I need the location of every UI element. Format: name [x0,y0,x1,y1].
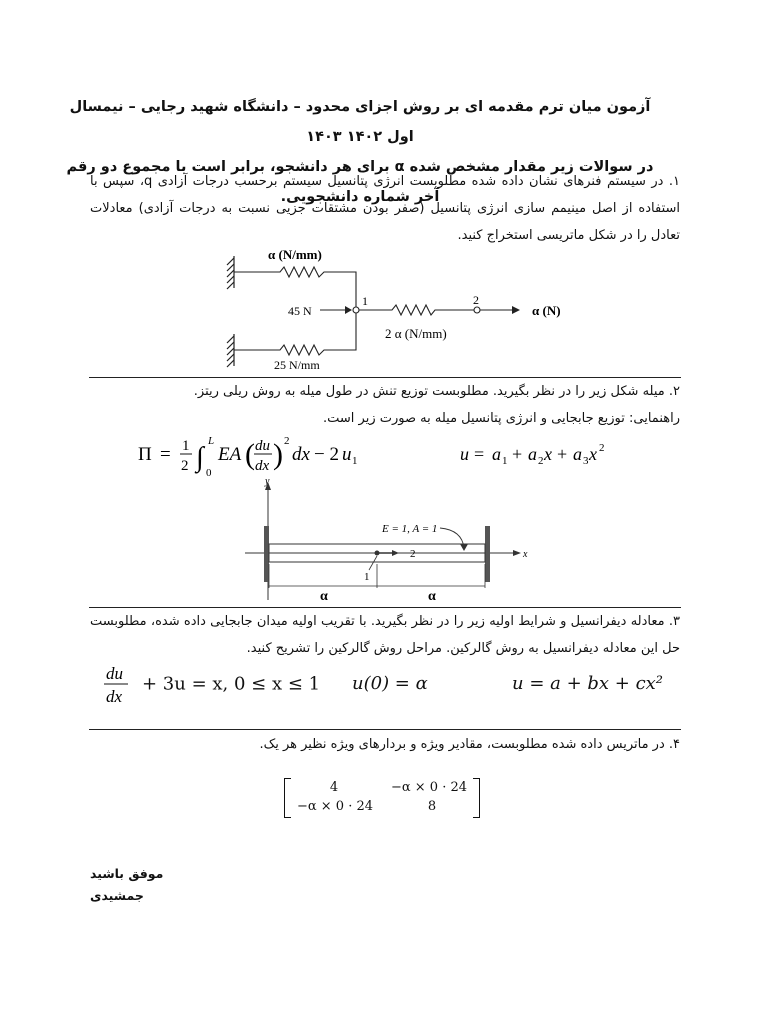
trial-function: u = a + bx + cx² [512,673,664,694]
svg-text:− 2: − 2 [314,444,339,465]
matrix-cell-11: 4 [329,780,339,795]
node-1-marker [353,307,359,313]
bar-diagram [240,476,540,604]
svg-text:=: = [160,444,171,465]
svg-text:0: 0 [206,467,212,479]
equation-u [460,438,620,468]
svg-text:1: 1 [502,455,508,467]
spring-middle [359,305,474,315]
matrix [284,778,480,818]
node-2-marker [474,307,480,313]
svg-text:u: u [342,444,352,465]
spring-system-diagram [222,244,582,374]
svg-text:dx: dx [255,458,270,474]
svg-text:+: + [557,444,568,464]
force-alpha-label: α (N) [532,303,561,318]
svg-text:dx: dx [106,687,123,706]
svg-text:L: L [208,435,215,447]
left-wall [264,526,269,582]
svg-text:x: x [544,444,552,464]
svg-text:1: 1 [352,455,358,467]
svg-text:2: 2 [284,435,290,447]
force-45-label: 45 N [288,304,312,318]
matrix-cell-12: −α × 0 · 24 [390,780,468,795]
exam-subtitle: در سوالات زیر مقدار مشخص شده α برای هر دانشجو، برابر است با مجموع دو رقم آخر شماره دانشجویی. [66,159,654,205]
closing-wish: موفق باشید [90,866,164,881]
right-wall [485,526,490,582]
svg-text:=: = [474,444,485,464]
matrix-cell-21: −α × 0 · 24 [296,799,374,814]
spring-bottom-label: 25 N/mm [274,358,320,372]
instructor-name: جمشیدی [90,888,144,903]
displacement-equation [460,438,620,472]
svg-text:2: 2 [599,442,605,454]
wall-top [227,256,234,289]
bar-node-1-label: 1 [364,571,370,583]
question-2-text [90,378,680,432]
svg-text:(: ( [245,438,255,471]
material-label: E = 1, A = 1 [382,523,438,535]
question-1-text: ۱. در سیستم فنرهای نشان داده شده مطلوبست انرژی پتانسیل سیستم برحسب درجات آزادی q، سپس با استفاده از اصل مینیمم سازی انرژی پتانسیل (صفر بودن مشتقات جزیی نسبت به درجات آزادی) معادلات تعادل را در شکل ماتریسی استخراج کنید. [90,174,680,243]
svg-text:2: 2 [538,455,544,467]
svg-text:3: 3 [583,455,589,467]
svg-text:2: 2 [181,458,189,474]
matrix-cell-22: 8 [427,799,437,814]
question-2-line1: ۲. میله شکل زیر را در نظر بگیرید. مطلوبست توزیع تنش در طول میله به روش ریلی ریتز. [193,384,680,399]
svg-text:du: du [106,664,123,683]
svg-text:du: du [255,438,270,454]
svg-text:): ) [273,438,283,471]
differential-equation [102,662,320,706]
differential-equation-rest: + 3u = x, 0 ≤ x ≤ 1 [142,673,321,695]
svg-text:x: x [589,444,597,464]
node-2-label: 2 [473,293,479,307]
svg-text:u: u [460,444,469,464]
spring-top-label: α (N/mm) [268,247,322,262]
y-axis-label: y [265,476,270,487]
spring-middle-label: 2 α (N/mm) [385,326,447,341]
question-3-text: ۳. معادله دیفرانسیل و شرایط اولیه زیر را در نظر بگیرید. با تقریب اولیه میدان جابجایی داده شده، مطلوبست حل این معادله دیفرانسیل به روش گالرکین. مراحل روش گالرکین را تشریح کنید. [90,614,680,656]
svg-text:+: + [512,444,523,464]
svg-text:a: a [492,444,501,464]
dimension-right-alpha: α [428,589,436,604]
divider-3 [89,729,681,730]
matrix-right-bracket [473,778,480,818]
svg-text:∫: ∫ [196,442,204,473]
bar-node-2-label: 2 [410,548,416,560]
du-dx-fraction [102,662,142,706]
svg-text:1: 1 [182,438,190,454]
svg-text:dx: dx [292,444,310,465]
question-2-hint: راهنمایی: توزیع جابجایی و انرژی پتانسیل میله به صورت زیر است. [323,411,680,426]
question-4-text: ۴. در ماتریس داده شده مطلوبست، مقادیر ویژه و بردارهای ویژه نظیر هر یک. [259,737,680,752]
node-1-label: 1 [362,294,368,308]
dimension-left-alpha: α [320,589,328,604]
equation-pi [138,430,358,482]
x-axis-label: x [523,549,528,560]
svg-text:a: a [573,444,582,464]
svg-text:EA: EA [218,444,242,465]
wall-bottom [227,334,234,367]
exam-title: آزمون میان ترم مقدمه ای بر روش اجزای محدود – دانشگاه شهید رجایی – نیمسال اول ۱۴۰۲ ۱۴۰۳ [69,99,651,145]
initial-condition: u(0) = α [352,673,428,694]
svg-text:a: a [528,444,537,464]
svg-text:Π: Π [138,444,152,465]
